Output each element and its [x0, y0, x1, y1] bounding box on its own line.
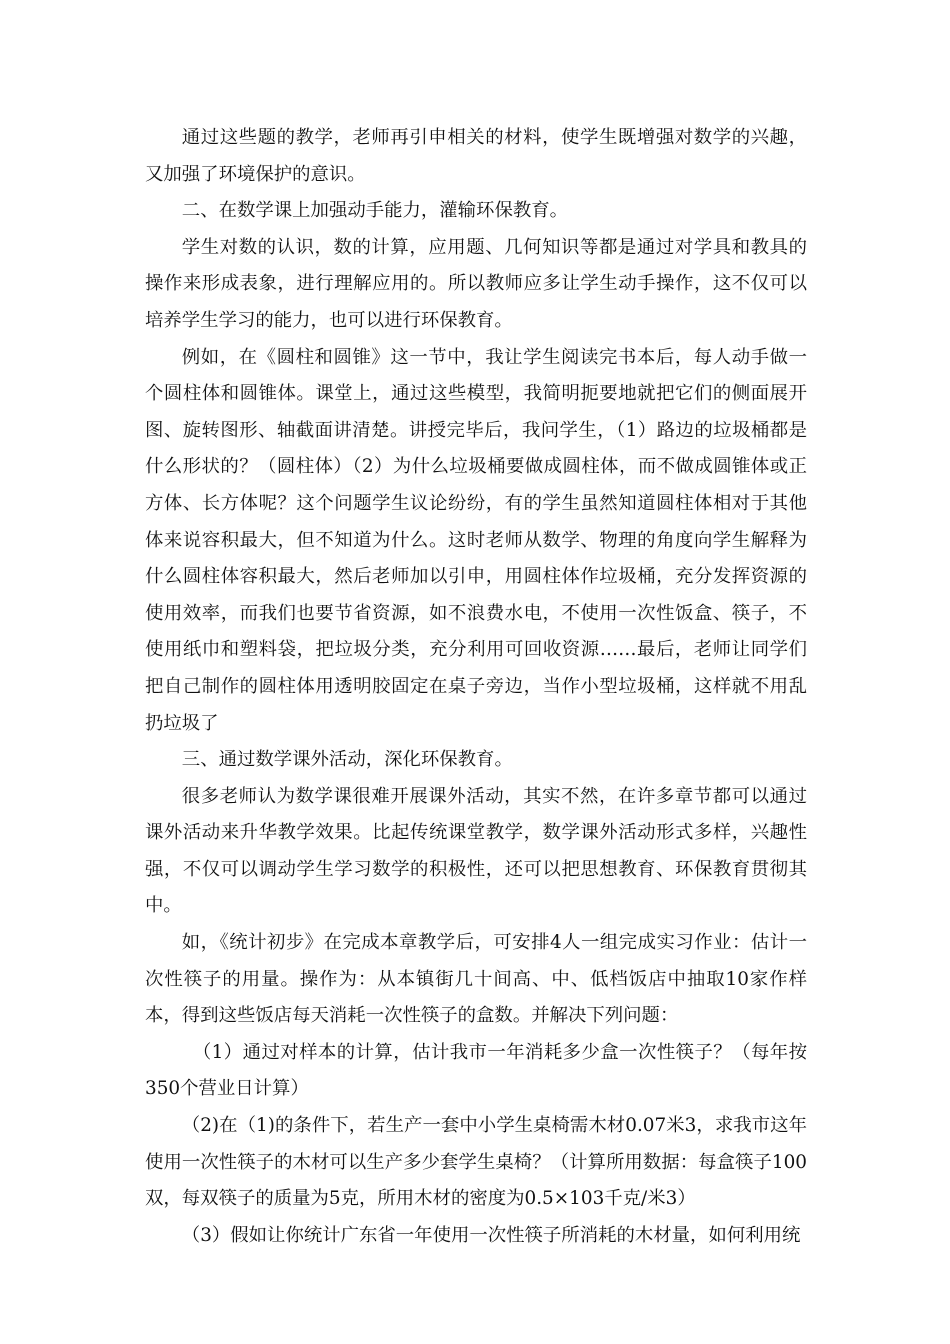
paragraph-4: 例如，在《圆柱和圆锥》这一节中，我让学生阅读完书本后，每人动手做一个圆柱体和圆锥体。课堂上，通过这些模型，我简明扼要地就把它们的侧面展开图、旋转图形、轴截面讲清楚。讲授完毕后，我问学生，（1）路边的垃圾桶都是什么形状的？（圆柱体）（2）为什么垃圾桶要做成圆柱体，而不做成圆锥体或正方体、长方体呢？这个问题学生议论纷纷，有的学生虽然知道圆柱体相对于其他体来说容积最大，但不知道为什么。这时老师从数学、物理的角度向学生解释为什么圆柱体容积最大，然后老师加以引申，用圆柱体作垃圾桶，充分发挥资源的使用效率，而我们也要节省资源，如不浪费水电，不使用一次性饭盒、筷子，不使用纸巾和塑料袋，把垃圾分类，充分利用可回收资源……最后，老师让同学们把自己制作的圆柱体用透明胶固定在桌子旁边，当作小型垃圾桶，这样就不用乱扔垃圾了 — [145, 346, 807, 734]
section-heading-5: 三、通过数学课外活动，深化环保教育。 — [181, 749, 513, 771]
question-1: （1）通过对样本的计算，估计我市一年消耗多少盒一次性筷子？（每年按350个营业日计算） — [145, 1041, 807, 1100]
document-body — [145, 120, 807, 1254]
paragraph-6: 很多老师认为数学课很难开展课外活动，其实不然，在许多章节都可以通过课外活动来升华教学效果。比起传统课堂教学，数学课外活动形式多样，兴趣性强，不仅可以调动学生学习数学的积极性，还可以把思想教育、环保教育贯彻其中。 — [145, 785, 807, 917]
paragraph-3: 学生对数的认识，数的计算，应用题、几何知识等都是通过对学具和教具的操作来形成表象，进行理解应用的。所以教师应多让学生动手操作，这不仅可以培养学生学习的能力，也可以进行环保教育。 — [145, 236, 807, 331]
question-2: （2)在（1)的条件下，若生产一套中小学生桌椅需木材0.07米3，求我市这年使用一次性筷子的木材可以生产多少套学生桌椅？（计算所用数据：每盒筷子100双，每双筷子的质量为5克，所用木材的密度为0.5×103千克/米3） — [145, 1115, 807, 1210]
section-heading-2: 二、在数学课上加强动手能力，灌输环保教育。 — [181, 200, 569, 222]
paragraph-7: 如，《统计初步》在完成本章教学后，可安排4人一组完成实习作业：估计一次性筷子的用量。操作为：从本镇街几十间高、中、低档饭店中抽取10家作样本，得到这些饭店每天消耗一次性筷子的盒数。并解决下列问题： — [145, 932, 807, 1027]
question-3: （3）假如让你统计广东省一年使用一次性筷子所消耗的木材量，如何利用统 — [181, 1224, 801, 1246]
paragraph-1: 通过这些题的教学，老师再引申相关的材料，使学生既增强对数学的兴趣，又加强了环境保护的意识。 — [145, 127, 807, 185]
